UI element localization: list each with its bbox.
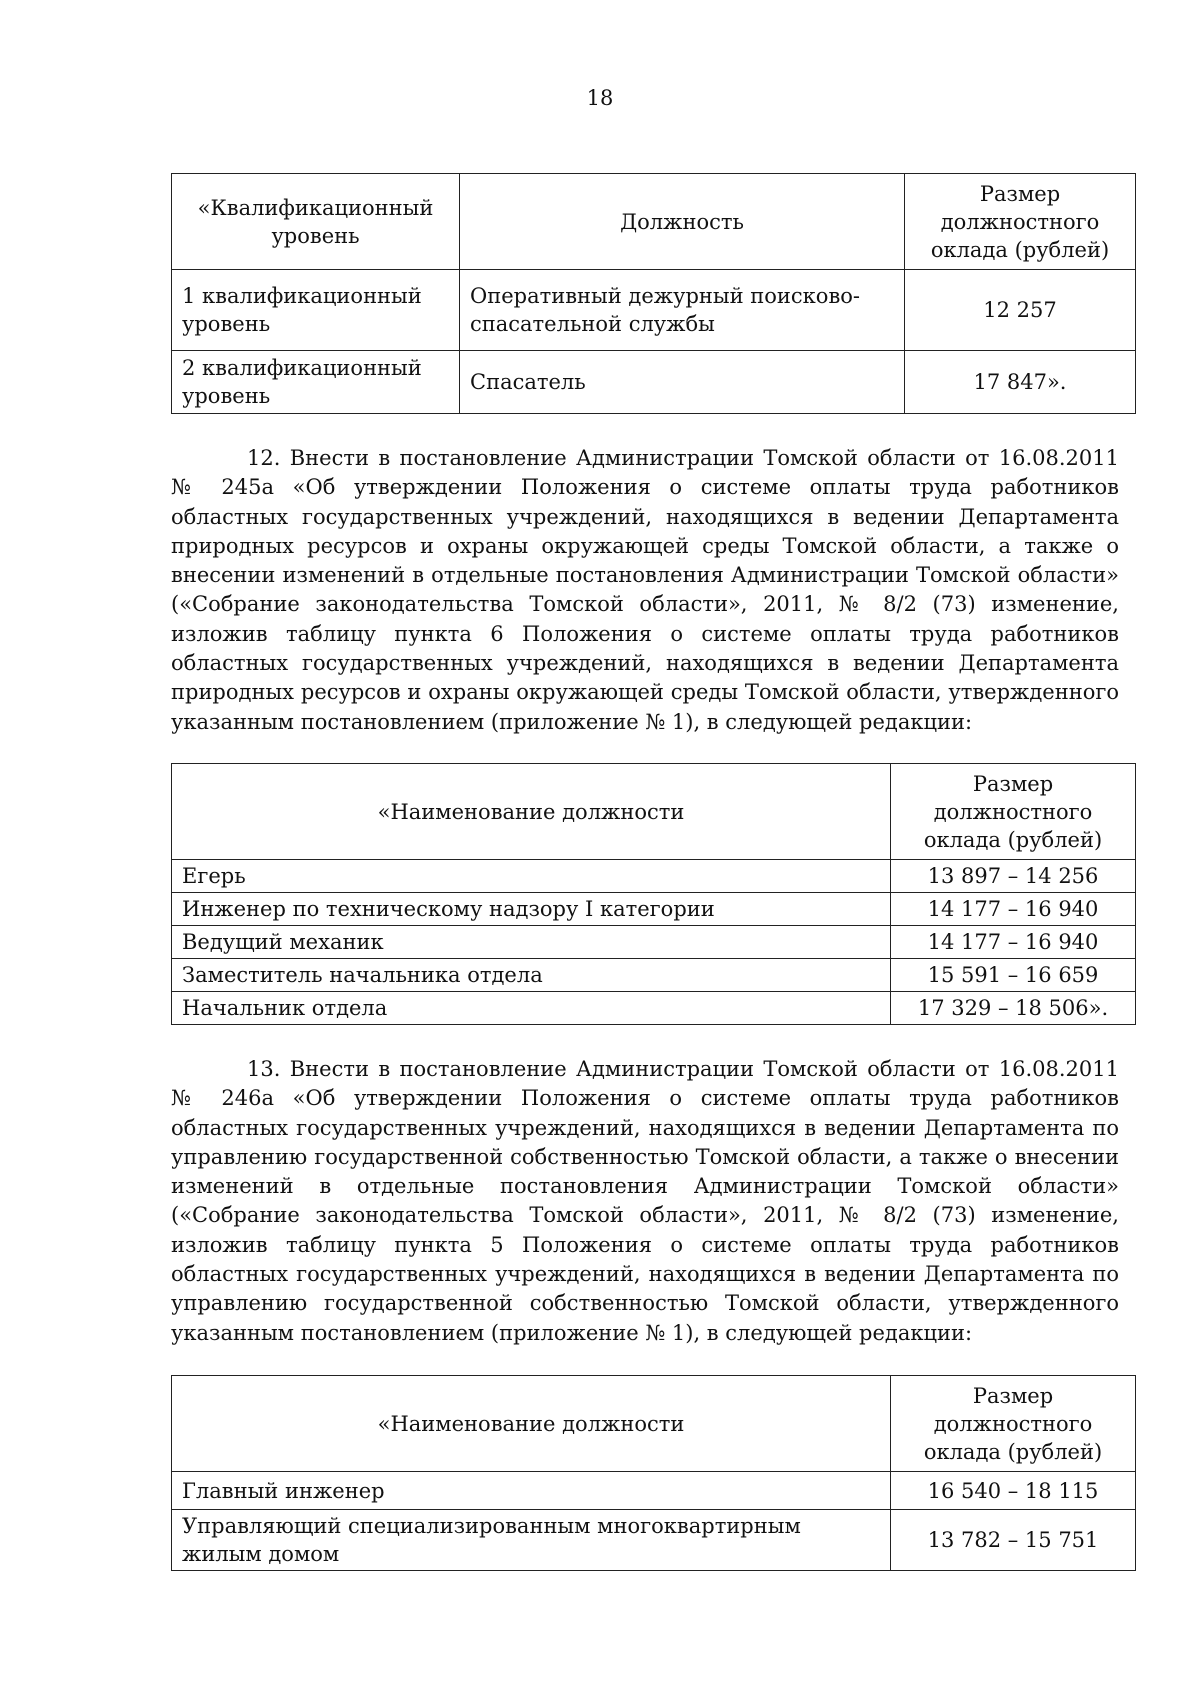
table-row (172, 959, 1136, 992)
table-row (172, 1472, 1136, 1510)
table-cell: 13 782 – 15 751 (891, 1510, 1136, 1571)
table-cell: Спасатель (460, 351, 905, 414)
table-row (172, 893, 1136, 926)
table-header-row (172, 1376, 1136, 1472)
paragraph-13-text: 13. Внести в постановление Администрации Томской области от 16.08.2011 № 246а «Об утверждении Положения о системе оплаты труда работников областных государственных учреждений, находящихся в ведении Департамента по управлению государственной собственностью Томской области, а также о внесении изменений в отдельные постановления Администрации Томской области» («Собрание законодательства Томской области», 2011, № 8/2 (73) изменение, изложив таблицу пункта 5 Положения о системе оплаты труда работников областных государственных учреждений, находящихся в ведении Департамента по управлению государственной собственностью Томской области, утвержденного указанным постановлением (приложение № 1), в следующей редакции: (171, 1057, 1119, 1345)
header-cell: Размер должностного оклада (рублей) (891, 1376, 1136, 1472)
paragraph-12-text: 12. Внести в постановление Администрации Томской области от 16.08.2011 № 245а «Об утверждении Положения о системе оплаты труда работников областных государственных учреждений, находящихся в ведении Департамента природных ресурсов и охраны окружающей среды Томской области, а также о внесении изменений в отдельные постановления Администрации Томской области» («Собрание законодательства Томской области», 2011, № 8/2 (73) изменение, изложив таблицу пункта 6 Положения о системе оплаты труда работников областных государственных учреждений, находящихся в ведении Департамента природных ресурсов и охраны окружающей среды Томской области, утвержденного указанным постановлением (приложение № 1), в следующей редакции: (171, 446, 1119, 734)
header-cell: «Наименование должности (172, 1376, 891, 1472)
table-row (172, 860, 1136, 893)
positions-table-13 (171, 1375, 1136, 1571)
paragraph-13 (171, 1055, 1119, 1348)
table-cell: Инженер по техническому надзору I категории (172, 893, 891, 926)
table-row (172, 1510, 1136, 1571)
table-cell: 15 591 – 16 659 (891, 959, 1136, 992)
table-header-row (172, 764, 1136, 860)
table-cell: Оперативный дежурный поисково-спасательной службы (460, 270, 905, 351)
header-cell: Должность (460, 174, 905, 270)
table-cell: Заместитель начальника отдела (172, 959, 891, 992)
table-cell: Управляющий специализированным многоквартирным жилым домом (172, 1510, 891, 1571)
header-cell: «Квалификационный уровень (172, 174, 460, 270)
paragraph-12 (171, 444, 1119, 737)
table-cell: 12 257 (905, 270, 1136, 351)
table-row (172, 270, 1136, 351)
header-cell: Размер должностного оклада (рублей) (905, 174, 1136, 270)
table-row (172, 992, 1136, 1025)
table-cell: 1 квалификационный уровень (172, 270, 460, 351)
table-cell: 13 897 – 14 256 (891, 860, 1136, 893)
table-row (172, 926, 1136, 959)
table-cell: 16 540 – 18 115 (891, 1472, 1136, 1510)
table-cell: 14 177 – 16 940 (891, 926, 1136, 959)
table-cell: Начальник отдела (172, 992, 891, 1025)
table-cell: Главный инженер (172, 1472, 891, 1510)
positions-table-12 (171, 763, 1136, 1025)
table-cell: Ведущий механик (172, 926, 891, 959)
header-cell: Размер должностного оклада (рублей) (891, 764, 1136, 860)
qualification-table (171, 173, 1136, 414)
table-row (172, 351, 1136, 414)
page-number: 18 (586, 86, 614, 110)
table-cell: 2 квалификационный уровень (172, 351, 460, 414)
table-header-row (172, 174, 1136, 270)
table-cell: Егерь (172, 860, 891, 893)
header-cell: «Наименование должности (172, 764, 891, 860)
table-cell: 17 847». (905, 351, 1136, 414)
table-cell: 17 329 – 18 506». (891, 992, 1136, 1025)
table-cell: 14 177 – 16 940 (891, 893, 1136, 926)
